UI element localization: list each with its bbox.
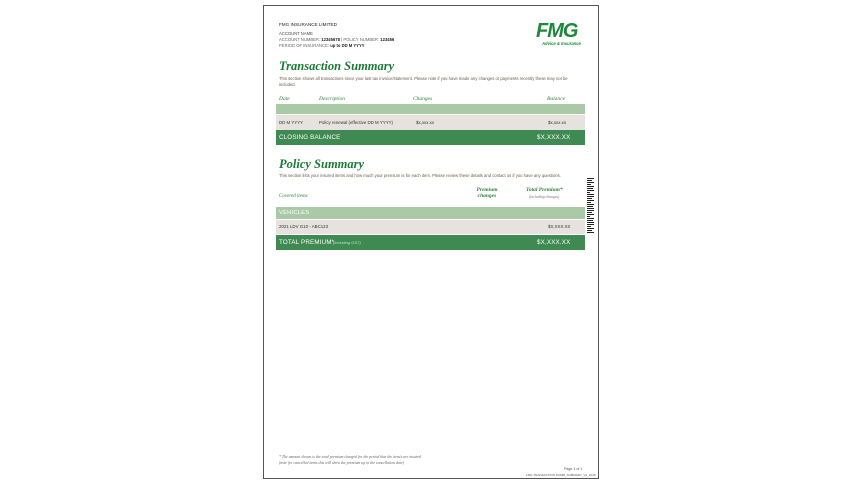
transaction-header-bar [276,104,585,114]
vehicles-group-bar [276,207,585,219]
total-premium-label: TOTAL PREMIUM* [279,239,335,246]
covered-item-total: $X,XXX.XX [548,224,571,229]
document-code: FMG TRANSACTION SUMM_SUMMARY_V1_2019 [526,473,596,477]
col-changes: Changes [413,96,433,102]
row-description: Policy renewal (effective DD M YYYY) [319,120,394,125]
closing-balance-label: CLOSING BALANCE [279,134,341,141]
statement-page [263,5,599,479]
barcode-marks [587,178,594,234]
policy-summary-title: Policy Summary [279,157,365,171]
logo-text: FMG [536,20,578,42]
vehicles-label: VEHICLES [279,210,310,216]
period-value: up to DD M YYYY [330,43,365,48]
col-total-premium: Total Premium* [526,187,563,193]
transaction-summary-title: Transaction Summary [279,59,395,73]
row-date: DD M YYYY [279,120,304,125]
covered-item: 2021 LDV G10 - ABC123 [279,224,329,229]
account-numbers [279,37,394,42]
total-premium-value: $X,XXX.XX [537,239,571,246]
footnote-line2: (note for cancelled items this will show the premium up to the cancellation date) [279,460,405,465]
closing-balance-bar [276,130,585,145]
total-premium-bar [276,235,585,250]
col-premium-changes [475,187,499,199]
col-premium-changes-line2: changes [477,193,497,199]
fmg-logo [536,21,592,51]
col-description: Description [319,96,345,102]
table-row [276,115,585,130]
transaction-summary-intro: This section shows all transactions since your last tax invoice/statement. Please note if you have made any changes or payments recently these may not be included. [279,76,568,87]
period-label: PERIOD OF INSURANCE: [279,43,330,48]
table-row [276,220,585,234]
account-number-label: ACCOUNT NUMBER: [279,37,321,42]
row-changes: $x,xxx.xx [416,120,435,125]
account-number: 12345678 [321,37,340,42]
col-premium-changes-line1: Premium [476,187,498,193]
policy-number: 123456 [380,37,395,42]
logo-tagline: Advice & Insurance [542,41,581,46]
policy-summary-intro: This section lists your insured items and how much your premium is for each item. Please review these details and contact us if you have any questions. [279,173,561,178]
footnote-line1: * The amount shown is the total premium charged for the period that the item/s are insured [279,455,421,459]
col-balance: Balance [547,96,566,102]
col-total-premium-sub: (including changes) [529,195,560,199]
row-balance: $x,xxx.xx [548,120,567,125]
col-covered-items: Covered items [279,194,308,199]
company-name: FMG INSURANCE LIMITED [279,22,337,27]
col-date: Date [279,96,290,102]
period-of-insurance [279,43,365,48]
total-premium-sub: (including GST) [333,240,361,245]
closing-balance-value: $X,XXX.XX [537,134,571,141]
policy-number-label: | POLICY NUMBER: [341,37,380,42]
footnote [279,455,479,466]
account-name: ACCOUNT NAME [279,31,313,36]
page-number: Page 1 of 1 [564,467,583,471]
